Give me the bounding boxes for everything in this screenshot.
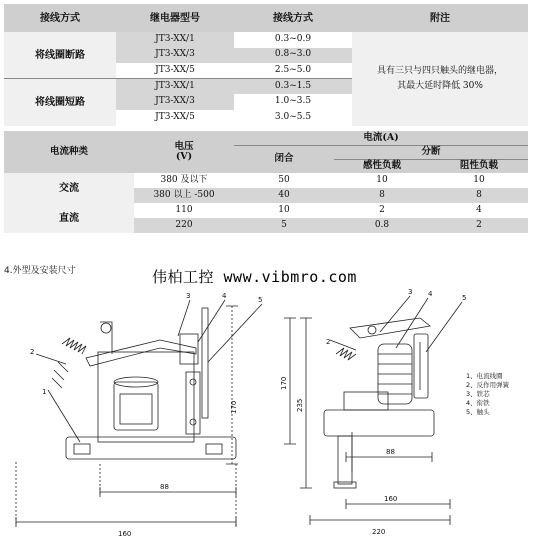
note-cell — [352, 32, 528, 126]
contact-rating-table — [4, 131, 528, 233]
ac-label: 交流 — [4, 173, 134, 203]
outline-dimension-drawing — [0, 282, 534, 559]
legend-item-1: 1、电流线圈 — [466, 372, 503, 380]
close-cell: 50 — [234, 173, 334, 188]
legend-item-5: 5、触头 — [466, 408, 490, 416]
right-callout-5: 5 — [462, 294, 467, 302]
delay-range-cell: 2.5~5.0 — [234, 63, 352, 79]
left-callout-2: 2 — [30, 348, 35, 356]
resistive-cell: 8 — [430, 188, 528, 203]
right-callout-2: 2 — [326, 338, 331, 346]
delay-range-cell: 0.3~0.9 — [234, 32, 352, 48]
right-dim-height-inner: 170 — [280, 376, 288, 390]
time-delay-table — [4, 4, 528, 126]
voltage-cell: 220 — [134, 218, 234, 233]
header-inductive: 感性负载 — [334, 159, 430, 173]
header-relay-model: 继电器型号 — [116, 4, 234, 32]
header-note: 附注 — [352, 4, 528, 32]
header-voltage-label: 电压 — [174, 140, 194, 152]
header-current-type: 电流种类 — [4, 131, 134, 173]
left-callout-3: 3 — [186, 292, 191, 300]
delay-range-cell: 0.3~1.5 — [234, 79, 352, 95]
header-wiring-method: 接线方式 — [4, 4, 116, 32]
delay-range-cell: 1.0~3.5 — [234, 94, 352, 110]
header-close: 闭合 — [234, 145, 334, 173]
voltage-cell: 110 — [134, 203, 234, 218]
header-break: 分断 — [334, 145, 528, 159]
voltage-cell: 380 以上 -500 — [134, 188, 234, 203]
inductive-cell: 10 — [334, 173, 430, 188]
relay-model-cell: JT3-XX/5 — [116, 63, 234, 79]
group-label-open-coil: 将线圈断路 — [4, 32, 116, 79]
resistive-cell: 10 — [430, 173, 528, 188]
voltage-cell: 380 及以下 — [134, 173, 234, 188]
inductive-cell: 8 — [334, 188, 430, 203]
relay-model-cell: JT3-XX/3 — [116, 94, 234, 110]
right-dim-overall-width: 220 — [372, 528, 386, 536]
relay-model-cell: JT3-XX/1 — [116, 79, 234, 95]
left-callout-1: 1 — [42, 388, 47, 396]
relay-model-cell: JT3-XX/5 — [116, 110, 234, 126]
left-view-relay — [16, 300, 262, 527]
right-dim-inner-width: 88 — [386, 448, 395, 456]
group-label-short-coil: 将线圈短路 — [4, 79, 116, 126]
relay-model-cell: JT3-XX/3 — [116, 48, 234, 64]
header-current: 电流(A) — [234, 131, 528, 145]
right-dim-width-mid: 160 — [384, 495, 398, 503]
right-view-relay — [284, 296, 462, 525]
header-voltage — [134, 131, 234, 173]
close-cell: 40 — [234, 188, 334, 203]
legend-item-2: 2、反作用弹簧 — [466, 381, 510, 389]
left-dim-inner-width: 88 — [160, 483, 169, 491]
left-callout-5: 5 — [258, 296, 263, 304]
right-dim-height-outer: 235 — [296, 398, 304, 412]
inductive-cell: 2 — [334, 203, 430, 218]
left-dim-height: 170 — [230, 400, 238, 414]
section-heading: 4.外型及安装尺寸 — [4, 266, 76, 276]
dc-label: 直流 — [4, 203, 134, 233]
header-resistive: 阻性负载 — [430, 159, 528, 173]
relay-model-cell: JT3-XX/1 — [116, 32, 234, 48]
resistive-cell: 2 — [430, 218, 528, 233]
left-dim-overall-width: 160 — [118, 530, 132, 538]
note-line-1: 具有三只与四只触头的继电器， — [376, 66, 503, 77]
legend-item-3: 3、铁芯 — [466, 390, 490, 398]
resistive-cell: 4 — [430, 203, 528, 218]
right-callout-4: 4 — [428, 290, 433, 298]
left-callout-4: 4 — [222, 292, 227, 300]
inductive-cell: 0.8 — [334, 218, 430, 233]
close-cell: 5 — [234, 218, 334, 233]
close-cell: 10 — [234, 203, 334, 218]
watermark-text: 伟柏工控 www.vibmro.com — [152, 268, 357, 286]
note-line-2: 其最大延时降低 30% — [397, 80, 483, 91]
right-callout-3: 3 — [408, 288, 413, 296]
legend-item-4: 4、衔铁 — [466, 399, 490, 407]
header-delay-range: 接线方式 — [234, 4, 352, 32]
header-voltage-unit: (V) — [175, 151, 193, 162]
delay-range-cell: 3.0~5.5 — [234, 110, 352, 126]
delay-range-cell: 0.8~3.0 — [234, 48, 352, 64]
